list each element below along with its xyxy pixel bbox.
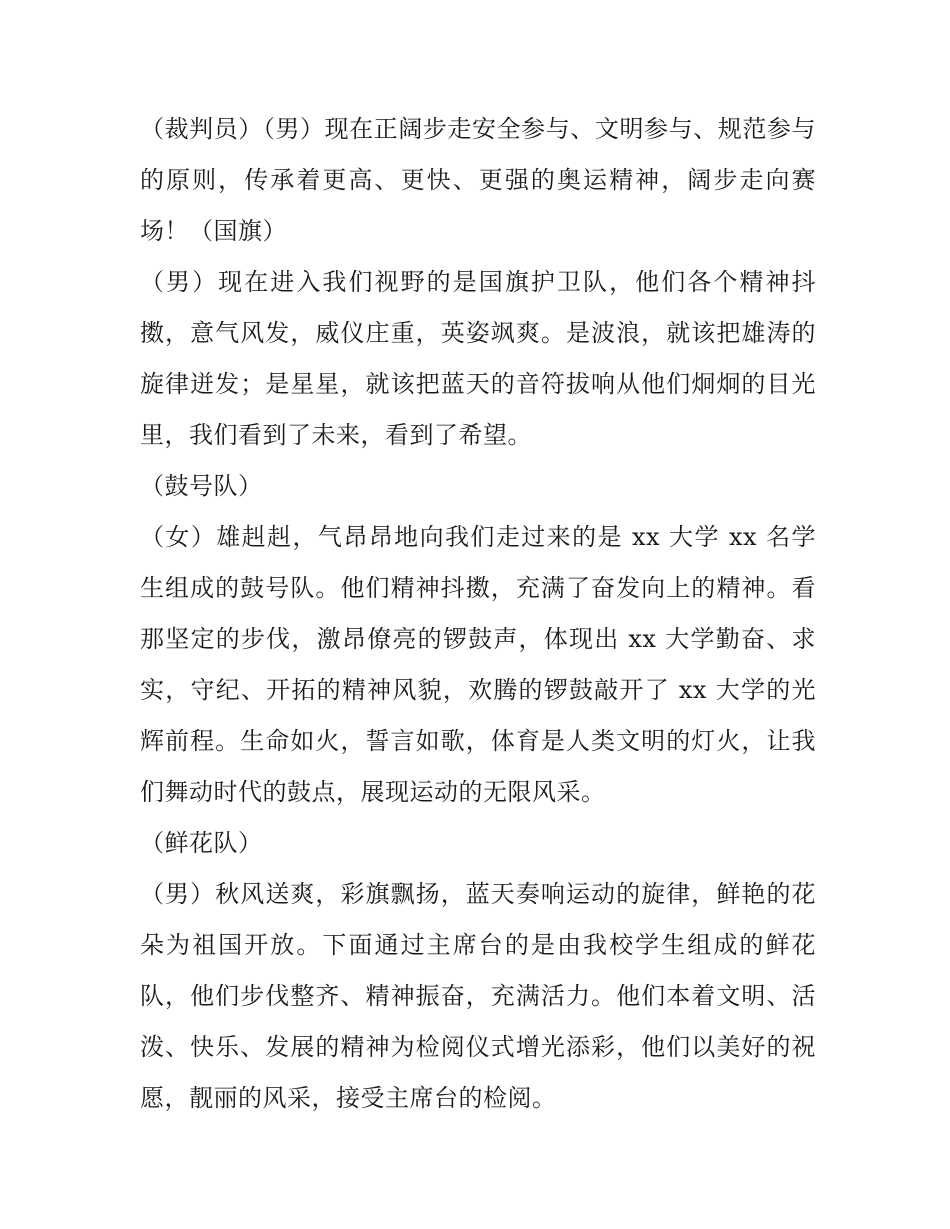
document-body [140,104,816,1124]
heading-flower-team: （鲜花队） [140,829,263,857]
heading-drum-corps: （鼓号队） [140,472,263,500]
paragraph-referee-intro: （裁判员）（男）现在正阔步走安全参与、文明参与、规范参与的原则，传承着更高、更快、更强的奥运精神，阔步走向赛场！（国旗） [140,115,816,245]
paragraph-drum-corps: （女）雄赳赳，气昂昂地向我们走过来的是 xx 大学 xx 名学生组成的鼓号队。他们精神抖擞，充满了奋发向上的精神。看那坚定的步伐，激昂僚亮的锣鼓声，体现出 xx 大学勤奋、求实，守纪、开拓的精神风貌，欢腾的锣鼓敲开了 xx 大学的光辉前程。生命如火，誓言如歌，体育是人类文明的灯火，让我们舞动时代的鼓点，展现运动的无限风采。 [140,523,816,806]
paragraph-flower-team: （男）秋风送爽，彩旗飘扬，蓝天奏响运动的旋律，鲜艳的花朵为祖国开放。下面通过主席台的是由我校学生组成的鲜花队，他们步伐整齐、精神振奋，充满活力。他们本着文明、活泼、快乐、发展的精神为检阅仪式增光添彩，他们以美好的祝愿，靓丽的风采，接受主席台的检阅。 [140,880,816,1112]
paragraph-flag-guard: （男）现在进入我们视野的是国旗护卫队，他们各个精神抖擞，意气风发，威仪庄重，英姿飒爽。是波浪，就该把雄涛的旋律迸发；是星星，就该把蓝天的音符拔响从他们炯炯的目光里，我们看到了未来，看到了希望。 [140,268,816,449]
